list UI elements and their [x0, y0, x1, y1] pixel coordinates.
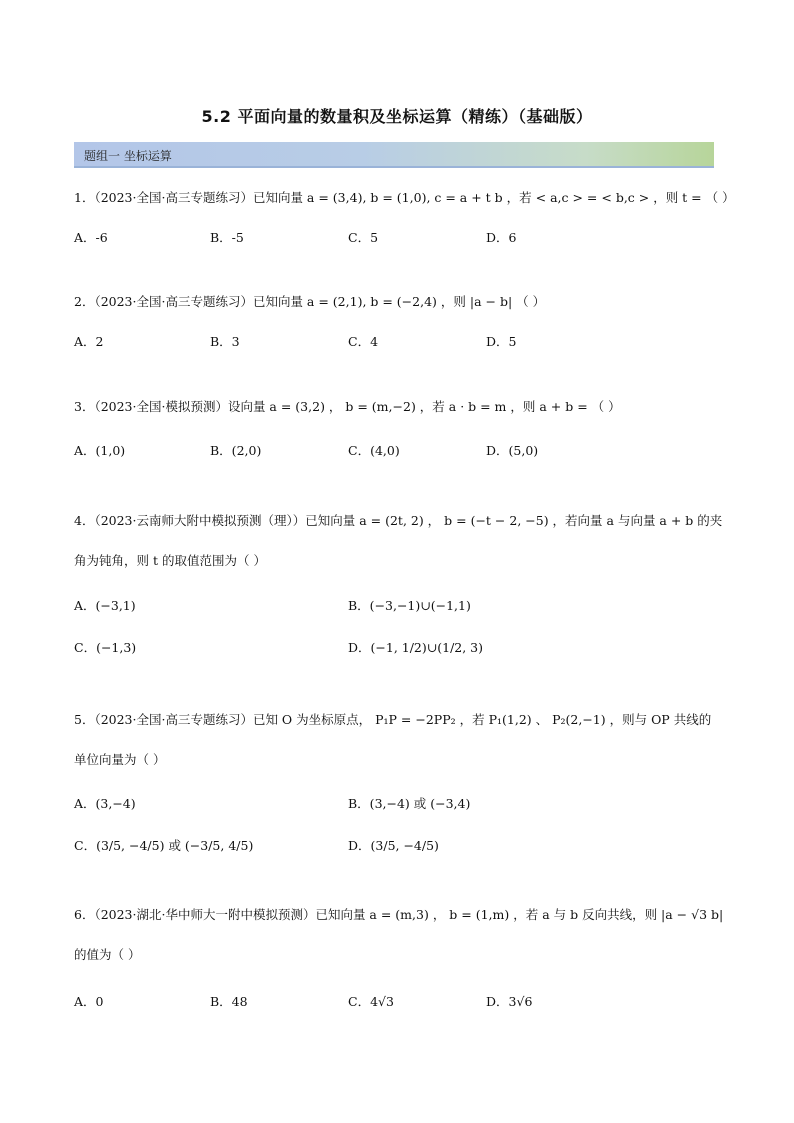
- section-header: [74, 142, 714, 168]
- option-a: A．2: [74, 334, 104, 349]
- option-d: D．3√6: [486, 994, 533, 1009]
- question-text: 1．（2023·全国·高三专题练习）已知向量 a = (3,4), b = (1,0), c = a + t b ，若 < a,c > = < b,c > ，则 t = （ ）: [74, 190, 735, 205]
- question-text-line-1: 5．（2023·全国·高三专题练习）已知 O 为坐标原点， P₁P = −2PP₂ ，若 P₁(1,2) 、 P₂(2,−1) ，则与 OP 共线的: [74, 712, 712, 727]
- option-a: A．(3,−4): [74, 796, 136, 811]
- question-1: [74, 178, 735, 218]
- option-c: C．5: [348, 230, 379, 245]
- option-b: B．(−3,−1)∪(−1,1): [348, 598, 471, 613]
- option-a: A．(−3,1): [74, 598, 136, 613]
- option-b: B．3: [210, 334, 240, 349]
- option-c: C．4: [348, 334, 379, 349]
- option-c: C．(−1,3): [74, 640, 137, 655]
- question-text-line-2: 单位向量为（ ）: [74, 752, 166, 767]
- option-d: D．6: [486, 230, 517, 245]
- question-2: [74, 282, 724, 322]
- option-b: B．(2,0): [210, 443, 262, 458]
- question-5: [74, 700, 724, 780]
- question-text-line-1: 6．（2023·湖北·华中师大一附中模拟预测）已知向量 a = (m,3) ， b = (1,m) ，若 a 与 b 反向共线，则 |a − √3 b|: [74, 907, 724, 922]
- option-c: C．4√3: [348, 994, 394, 1009]
- option-d: D．(5,0): [486, 443, 539, 458]
- option-c: C．(4,0): [348, 443, 400, 458]
- question-text-line-1: 4．（2023·云南师大附中模拟预测（理））已知向量 a = (2t, 2) ， b = (−t − 2, −5) ，若向量 a 与向量 a + b 的夹: [74, 513, 723, 528]
- question-text: 2．（2023·全国·高三专题练习）已知向量 a = (2,1), b = (−2,4) ，则 |a − b| （ ）: [74, 294, 546, 309]
- option-d: D．5: [486, 334, 517, 349]
- option-a: A．-6: [74, 230, 108, 245]
- question-3: [74, 387, 724, 427]
- option-a: A．0: [74, 994, 104, 1009]
- option-c: C．(3/5, −4/5) 或 (−3/5, 4/5): [74, 838, 254, 853]
- page-title: 5.2 平面向量的数量积及坐标运算（精练）（基础版）: [201, 107, 593, 126]
- option-d: D．(−1, 1/2)∪(1/2, 3): [348, 640, 484, 655]
- option-b: B．(3,−4) 或 (−3,4): [348, 796, 471, 811]
- question-text: 3．（2023·全国·模拟预测）设向量 a = (3,2) ， b = (m,−2) ，若 a · b = m ，则 a + b = （ ）: [74, 399, 621, 414]
- option-b: B．-5: [210, 230, 244, 245]
- question-text-line-2: 角为钝角，则 t 的取值范围为（ ）: [74, 553, 266, 568]
- section-label: 题组一 坐标运算: [84, 149, 172, 163]
- option-b: B．48: [210, 994, 248, 1009]
- option-a: A．(1,0): [74, 443, 126, 458]
- question-text-line-2: 的值为（ ）: [74, 947, 141, 962]
- question-4: [74, 501, 724, 581]
- option-d: D．(3/5, −4/5): [348, 838, 439, 853]
- question-6: [74, 895, 724, 975]
